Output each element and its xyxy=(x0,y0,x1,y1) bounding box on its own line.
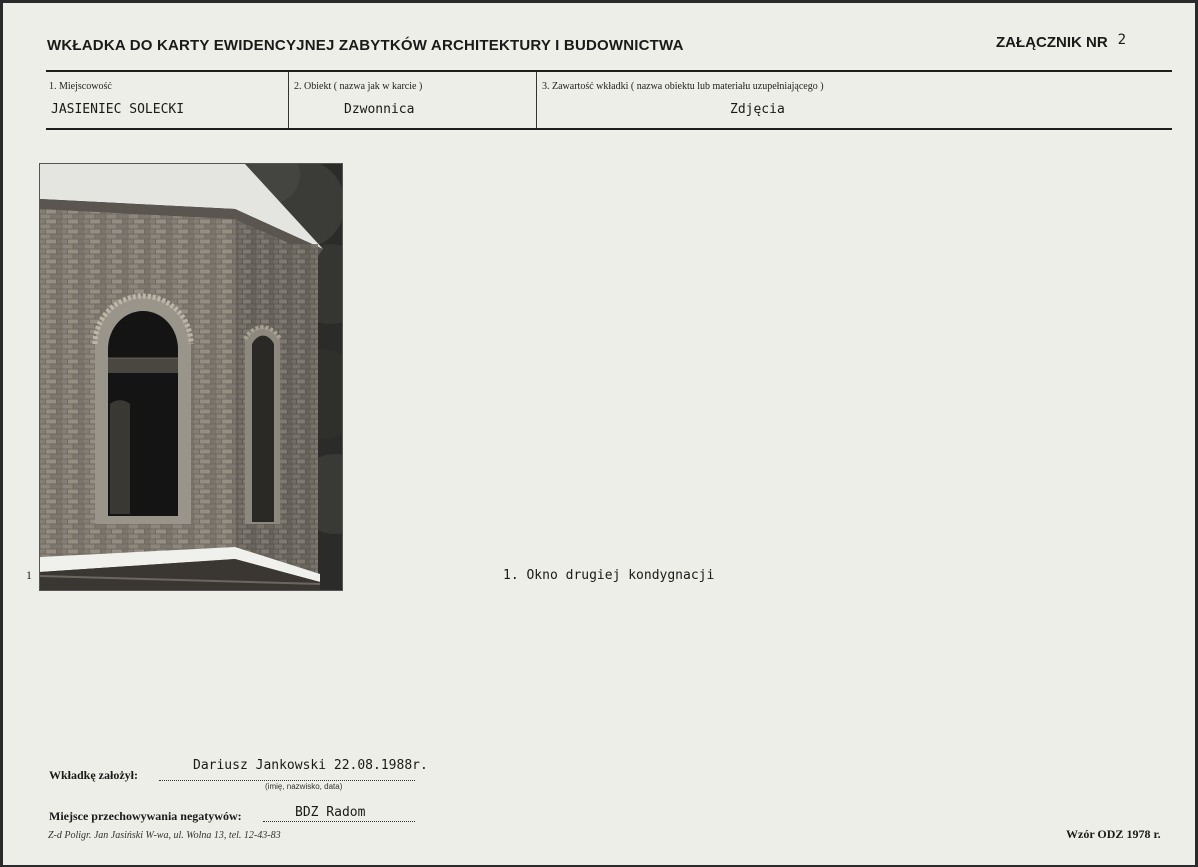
negatives-value: BDZ Radom xyxy=(295,805,366,820)
top-rule xyxy=(46,70,1172,72)
attachment-number: 2 xyxy=(1117,32,1127,48)
locality-value: JASIENIEC SOLECKI xyxy=(51,102,185,117)
belfry-photo xyxy=(39,163,343,591)
attachment-label-text: ZAŁĄCZNIK NR xyxy=(996,34,1108,51)
created-by-hint: (imię, nazwisko, data) xyxy=(265,782,343,791)
contents-label: 3. Zawartość wkładki ( nazwa obiektu lub materiału uzupełniającego ) xyxy=(542,81,824,92)
attachment-label xyxy=(996,34,1126,51)
negatives-label: Miejsce przechowywania negatywów: xyxy=(49,809,242,823)
object-label: 2. Obiekt ( nazwa jak w karcie ) xyxy=(294,81,423,92)
created-by-label: Wkładkę założył: xyxy=(49,768,138,782)
form-title: WKŁADKA DO KARTY EWIDENCYJNEJ ZABYTKÓW ARCHITEKTURY I BUDOWNICTWA xyxy=(47,37,684,54)
negatives-dotted-line xyxy=(263,821,415,822)
object-value: Dzwonnica xyxy=(344,102,415,117)
bottom-rule xyxy=(46,128,1172,130)
field-divider-1 xyxy=(288,72,289,128)
field-divider-2 xyxy=(536,72,537,128)
photo-caption: 1. Okno drugiej kondygnacji xyxy=(503,568,715,583)
created-by-dotted-line xyxy=(159,780,415,781)
locality-label: 1. Miejscowość xyxy=(49,81,112,92)
form-id: Wzór ODZ 1978 r. xyxy=(1066,827,1161,841)
created-by-value: Dariusz Jankowski 22.08.1988r. xyxy=(193,758,428,773)
printer-imprint: Z-d Poligr. Jan Jasiński W-wa, ul. Wolna 13, tel. 12-43-83 xyxy=(48,830,281,841)
contents-value: Zdjęcia xyxy=(730,102,785,117)
record-card-sheet xyxy=(3,3,1195,865)
photo-number: 1 xyxy=(26,568,32,582)
